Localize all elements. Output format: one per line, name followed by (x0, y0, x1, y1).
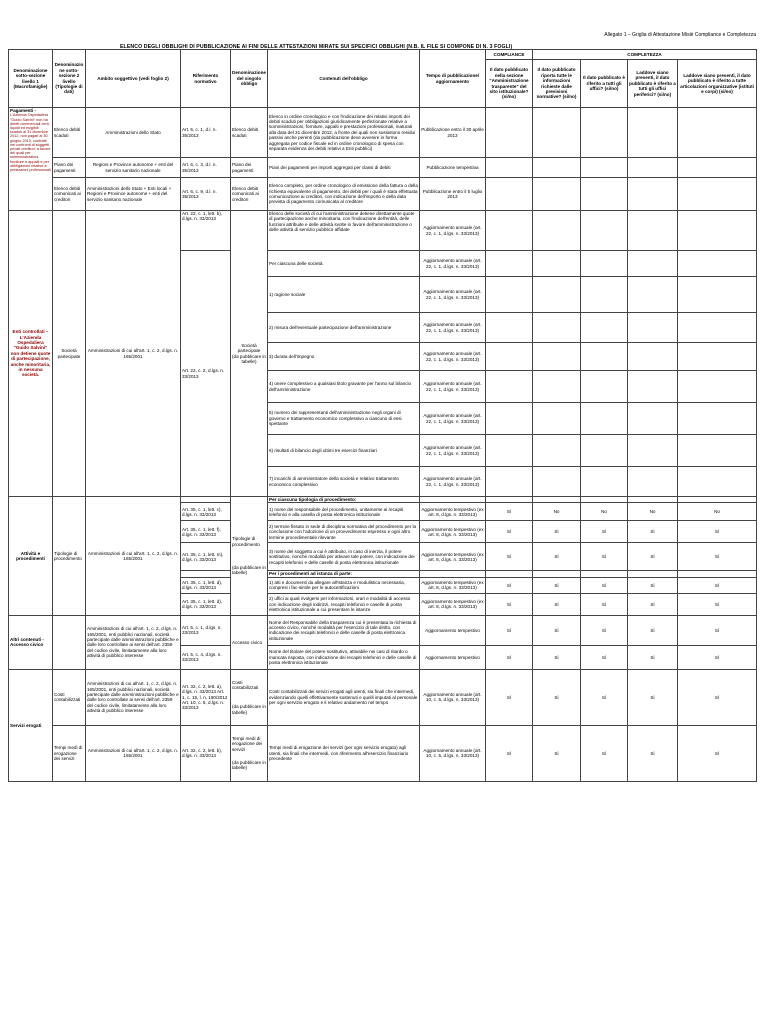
check-cell: Sì (533, 543, 581, 571)
table-cell: Per ciascuna delle società: (268, 251, 420, 277)
enti-sez2: Società partecipate (53, 211, 86, 497)
table-cell: Aggiornamento tempestivo (ex art. 8, d.lgs. n. 33/2013) (420, 577, 486, 593)
check-cell: Sì (678, 669, 757, 725)
header-col2: Il dato pubblicato riporta tutte le informazioni richieste dalle previsioni normative? (si/no) (533, 60, 581, 108)
header-col5: Laddove siano presenti, il dato pubblicato è riferito a tutte articolazioni organizzative (istituti e corpi) (si/no) (678, 60, 757, 108)
header-completezza: COMPLETEZZA (533, 50, 757, 60)
table-cell: Art. 32, c. 2, lett. a), d.lgs. n. 33/2013 Art. 1, c. 15, l. n. 190/2012 Art. 10, c. 5, d.lgs. n. 33/2013 (181, 669, 231, 725)
pagamenti-section (9, 108, 53, 211)
table-cell: Aggiornamento tempestivo (ex art. 8, d.lgs. n. 33/2013) (420, 543, 486, 571)
header-tempo: Tempo di pubblicazione/ aggiornamento (420, 50, 486, 108)
table-cell: Nome del titolare del potere sostitutivo, attivabile nei casi di ritardo o mancata risposta, con indicazione dei recapiti telefonici e delle caselle di posta elettronica istituzionale (268, 645, 420, 669)
check-cell: Sì (486, 593, 533, 615)
document-title: ELENCO DEGLI OBBLIGHI DI PUBBLICAZIONE AI FINI DELLE ATTESTAZIONI MIRATE SUI SPECIFICI OBBLIGHI (N.B. IL FILE SI COMPONE DI N. 3 FOGLI) (120, 44, 513, 50)
table-cell: 2) termine fissato in sede di disciplina normativa del procedimento per la conclusione con l'adozione di un provvedimento espresso e ogni altro termine procedimentale rilevante (268, 521, 420, 543)
table-cell: Nome del Responsabile della trasparenza cui è presentata la richiesta di accesso civico, nonché modalità per l'esercizio di tale diritto, con indicazione dei recapiti telefonici e delle caselle di posta elettronica istituzionale (268, 615, 420, 645)
check-cell: Sì (678, 577, 757, 593)
table-cell: Tempi medi di erogazione dei servizi (per ogni servizio erogato) agli utenti, sia finali che intermedi, con riferimento all'esercizio finanziario precedente (268, 725, 420, 781)
check-cell: Sì (678, 521, 757, 543)
header-sezione2: Denominazione sotto-sezione 2 livello (Tipologie di dati) (53, 50, 86, 108)
check-cell: No (678, 503, 757, 521)
check-cell: Sì (486, 577, 533, 593)
table-cell: 5) numero dei rappresentanti dell'amministrazione negli organi di governo e trattamento economico complessivo a ciascuno di essi spettante (268, 403, 420, 435)
table-cell: Pubblicazione tempestiva (420, 158, 486, 178)
check-cell: Sì (533, 615, 581, 645)
check-cell: Sì (678, 645, 757, 669)
check-cell: Sì (628, 521, 678, 543)
check-cell: Sì (628, 615, 678, 645)
table-cell: Aggiornamento annuale (art. 22, c. 1, d.lgs. n. 33/2013) (420, 251, 486, 277)
attivita-den-note: (da pubblicare in tabelle) (232, 564, 266, 576)
table-cell: 2) misura dell'eventuale partecipazione dell'amministrazione (268, 313, 420, 343)
table-cell: Aggiornamento annuale (art. 22, c. 1, d.lgs. n. 33/2013) (420, 277, 486, 313)
check-cell: Sì (486, 503, 533, 521)
table-cell: Costi contabilizzati (53, 669, 86, 725)
table-cell: Elenco delle società di cui l'amministrazione detiene direttamente quote di partecipazione anche minoritaria, con l'indicazione dell'entità, delle funzioni attribuite e delle attività svolte in favore dell'amministrazione o delle attività di servizio pubblico affidate (268, 211, 420, 251)
table-cell: 1) atti e documenti da allegare all'istanza e modulistica necessaria, compresi i fac-simile per le autocertificazioni (268, 577, 420, 593)
table-cell: Aggiornamento annuale (art. 22, c. 1, d.lgs. n. 33/2013) (420, 467, 486, 497)
table-cell (231, 725, 268, 781)
table-cell: Aggiornamento tempestivo (420, 645, 486, 669)
check-cell: Sì (628, 543, 678, 571)
check-cell: Sì (581, 593, 628, 615)
enti-den-note: (da pubblicare in tabelle) (232, 353, 266, 364)
table-cell: Pubblicazione entro il 30 aprile 2013 (420, 108, 486, 158)
table-cell: Elenco debiti comunicati ai creditori (53, 178, 86, 211)
header-ambito: Ambito soggettivo (vedi foglio 2) (86, 50, 181, 108)
table-cell: Art. 5, c. 4, d.lgs. n. 33/2013 (181, 645, 231, 669)
servizi-section: Servizi erogati (9, 669, 53, 781)
table-cell: Aggiornamento annuale (art. 22, c. 1, d.lgs. n. 33/2013) (420, 313, 486, 343)
table-cell: 2) uffici ai quali rivolgersi per informazioni, orari e modalità di accesso con indicazione degli indirizzi, recapiti telefonici e caselle di posta elettronica istituzionale a cui presentare le istanze (268, 593, 420, 615)
table-cell: Elenco debiti scaduti (231, 108, 268, 158)
check-cell: Sì (678, 543, 757, 571)
table-cell: Aggiornamento annuale (art. 22, c. 1, d.lgs. n. 33/2013) (420, 403, 486, 435)
table-cell: Aggiornamento annuale (art. 22, c. 1, d.lgs. n. 33/2013) (420, 343, 486, 371)
table-cell: Art. 22, c. 1, lett. b), d.lgs. n. 33/2013 (181, 211, 231, 251)
table-cell: Art. 35, c. 1, lett. d), d.lgs. n. 33/2013 (181, 577, 231, 593)
table-cell: Aggiornamento tempestivo (ex art. 8, d.lgs. n. 33/2013) (420, 593, 486, 615)
check-cell: Sì (486, 615, 533, 645)
check-cell: Sì (486, 669, 533, 725)
check-cell: No (581, 503, 628, 521)
table-cell: Art. 35, c. 1, lett. d), d.lgs. n. 33/2013 (181, 593, 231, 615)
header-col4: Laddove siano presenti, il dato pubblicato è riferito a tutti gli uffici periferici? (si/no) (628, 60, 678, 108)
table-cell: Pubblicazione entro il 5 luglio 2013 (420, 178, 486, 211)
document-caption: Allegato 1 – Griglia di Attestazione Misiè Compliance e Completezza (604, 32, 756, 38)
table-cell: Aggiornamento tempestivo (ex art. 8, d.lgs. n. 33/2013) (420, 521, 486, 543)
table-cell: Art. 32, c. 2, lett. b), d.lgs. n. 33/2013 (181, 725, 231, 781)
section-heading: Per ciascuna tipologia di procedimento: (268, 497, 420, 503)
table-cell: Aggiornamento annuale (art. 22, c. 1, d.lgs. n. 33/2013) (420, 371, 486, 403)
table-cell: Aggiornamento tempestivo (ex art. 8, d.lgs. n. 33/2013) (420, 503, 486, 521)
check-cell: Sì (486, 645, 533, 669)
table-cell: Amministrazioni dello Stato + Enti locali + Regioni e Province autonome + enti del servizio sanitario nazionale (86, 178, 181, 211)
table-cell: Aggiornamento annuale (art. 10, c. 5, d.lgs. n. 33/2013) (420, 669, 486, 725)
table-cell: Regioni e Province autonome + enti del servizio sanitario nazionale (86, 158, 181, 178)
table-cell: Art. 5, c. 1, d.lgs. n. 33/2013 (181, 615, 231, 645)
check-cell: Sì (581, 521, 628, 543)
header-contenuti: Contenuti dell'obbligo (268, 50, 420, 108)
pagamenti-label: Pagamenti - (10, 108, 37, 113)
table-cell: Aggiornamento annuale (art. 22, c. 1, d.lgs. n. 33/2013) (420, 211, 486, 251)
table-cell: Art. 22, c. 2, d.lgs. n. 33/2013 (181, 251, 231, 497)
table-cell: Aggiornamento annuale (art. 22, c. 1, d.lgs. n. 33/2013) (420, 435, 486, 467)
check-cell: Sì (486, 521, 533, 543)
table-cell: Art. 6, c. 3, d.l. n. 35/2013 (181, 158, 231, 178)
table-cell: Elenco debiti scaduti (53, 108, 86, 158)
check-cell: Sì (533, 725, 581, 781)
table-cell (231, 669, 268, 725)
check-cell: Sì (678, 615, 757, 645)
enti-section: Enti controllati – L'Azienda Ospedaliera "Guido Salvini" non detiene quote di partecipazione, anche minoritaria, in nessuna società. (9, 211, 53, 497)
section-heading: Per i procedimenti ad istanza di parte: (268, 571, 420, 577)
table-cell: Art. 6, c. 9, d.l. n. 35/2013 (181, 178, 231, 211)
check-cell: Sì (581, 725, 628, 781)
altri-den: Accesso civico (231, 615, 268, 669)
check-cell: Sì (581, 543, 628, 571)
enti-ambito: Amministrazioni di cui all'art. 1, c. 2, d.lgs. n. 165/2001 (86, 211, 181, 497)
check-cell: Sì (581, 577, 628, 593)
check-cell: No (628, 503, 678, 521)
table-cell: Art. 5, c. 1, d.l. n. 35/2013 (181, 108, 231, 158)
table-cell: 3) nome del soggetto a cui è attribuito, in caso di inerzia, il potere sostitutivo, nonché modalità per attivare tale potere, con indicazione dei recapiti telefonici e delle caselle di posta elettronica istituzionale (268, 543, 420, 571)
table-cell: Amministrazioni dello Stato (86, 108, 181, 158)
check-cell: Sì (628, 669, 678, 725)
table-cell: Amministrazioni di cui all'art. 1, c. 2, d.lgs. n. 165/2001, enti pubblici nazionali, società partecipate dalle amministrazioni pubbliche e dalle loro controllate ai sensi dell'art. 2359 del codice civile, limitatamente alla loro attività di pubblico interesse (86, 669, 181, 725)
table-cell: Piano dei pagamenti (231, 158, 268, 178)
header-col3: Il dato pubblicato è riferito a tutti gli uffici? (si/no) (581, 60, 628, 108)
table-cell: 6) risultati di bilancio degli ultimi tre esercizi finanziari (268, 435, 420, 467)
check-cell: Sì (581, 645, 628, 669)
table-cell: Aggiornamento tempestivo (420, 615, 486, 645)
header-denominazione: Denominazione del singolo obbligo (231, 50, 268, 108)
table-cell: Aggiornamento annuale (art. 10, c. 5, d.lgs. n. 33/2013) (420, 725, 486, 781)
altri-section: Altri contenuti - Accesso civico (9, 615, 53, 669)
table-cell: Amministrazioni di cui all'art. 1, c. 2, d.lgs. n. 165/2001 (86, 725, 181, 781)
header-riferimento: Riferimento normativo (181, 50, 231, 108)
table-cell: Art. 35, c. 1, lett. m), d.lgs. n. 33/2013 (181, 543, 231, 571)
enti-den (231, 211, 268, 497)
header-sezione1: Denominazione sotto-sezione livello 1 (Macrofamiglie) (9, 50, 53, 108)
servizi-den-note: (da pubblicare in tabelle) (232, 760, 266, 771)
check-cell: Sì (581, 669, 628, 725)
enti-den-label: Società partecipate (237, 342, 261, 354)
obligations-table (8, 49, 757, 782)
check-cell: Sì (533, 577, 581, 593)
check-cell: Sì (533, 669, 581, 725)
table-cell: Art. 35, c. 1, lett. c), d.lgs. n. 33/2013 (181, 503, 231, 521)
check-cell: Sì (628, 725, 678, 781)
check-cell: Sì (533, 593, 581, 615)
check-cell: Sì (678, 725, 757, 781)
table-cell: 4) onere complessivo a qualsiasi titolo gravante per l'anno sul bilancio dell'amministrazione (268, 371, 420, 403)
check-cell: Sì (533, 521, 581, 543)
attivita-sez2: Tipologie di procedimento (53, 497, 86, 616)
table-cell: 7) incarichi di amministratore della società e relativo trattamento economico complessivo (268, 467, 420, 497)
check-cell: Sì (533, 645, 581, 669)
check-cell: Sì (486, 543, 533, 571)
table-cell: Piani dei pagamenti per importi aggregati per classi di debiti (268, 158, 420, 178)
table-cell: Elenco in ordine cronologico e con l'indicazione dei relativi importi dei debiti scaduti per obbligazioni giuridicamente perfezionate relative a somministrazioni, forniture, appalti e prestazioni professionali, maturati alla data del 31 dicembre 2012, a fronte dei quali non sussistono residui passivi anche perenti (da pubblicazione deve avvenire in forma aggregata per codice fiscale ed in ordine cronologico di spesa con separata evidenza dei debiti relativi a Enti pubblici) (268, 108, 420, 158)
servizi-den-label: Costi contabilizzati (232, 679, 259, 690)
pagamenti-note: L'Azienda Ospedaliera "Guido Salvini" non ha debiti commerciali certi, liquidi ed esigibili scaduti al 31 dicembre 2012, non pagati al 30 giugno 2013, contratti nei confronti di soggetti privati creditori, a favore dei quali per somministrazioni, forniture e appalti e per obbligazioni relative a prestazioni professionali (10, 113, 51, 173)
attivita-den-label: Tipologie di procedimento (232, 536, 260, 547)
table-cell: Elenco completo, per ordine cronologico di emissione della fattura o della richiesta equivalente di pagamento, dei debiti per i quali è stata effettuata comunicazione ai creditori, con indicazione dell'importo e della data prevista di pagamento comunicata al creditore (268, 178, 420, 211)
table-cell: 3) durata dell'impegno (268, 343, 420, 371)
check-cell: No (533, 503, 581, 521)
table-cell: Costi contabilizzati dei servizi erogati agli utenti, sia finali che intermedi, evidenziando quelli effettivamente sostenuti e quelli imputati al personale per ogni servizio erogato e il relativo andamento nel tempo (268, 669, 420, 725)
check-cell: Sì (628, 593, 678, 615)
table-cell: Art. 35, c. 1, lett. f), d.lgs. n. 33/2013 (181, 521, 231, 543)
servizi-den-label: Tempi medi di erogazione dei servizi (232, 735, 263, 752)
attivita-section: Attività e procedimenti (9, 497, 53, 616)
check-cell: Sì (628, 577, 678, 593)
table-cell: Piano dei pagamenti (53, 158, 86, 178)
check-cell: Sì (628, 645, 678, 669)
table-cell: 1) ragione sociale (268, 277, 420, 313)
altri-ambito: Amministrazioni di cui all'art. 1, c. 2, d.lgs. n. 165/2001, enti pubblici nazionali, società partecipate dalle amministrazioni pubbliche e dalle loro controllate ai sensi dell'art. 2359 del codice civile, limitatamente alla loro attività di pubblico interesse (86, 615, 181, 669)
servizi-den-note: (da pubblicare in tabelle) (232, 704, 266, 715)
header-col1: Il dato pubblicato nella sezione "Amministrazione trasparente" del sito istituzionale? (si/no) (486, 60, 533, 108)
table-cell: 1) nome del responsabile del procedimento, unitamente ai recapiti telefonici e alla casella di posta elettronica istituzionale (268, 503, 420, 521)
check-cell: Sì (486, 725, 533, 781)
check-cell: Sì (678, 593, 757, 615)
table-cell: Elenco debiti comunicati ai creditori (231, 178, 268, 211)
attivita-ambito: Amministrazioni di cui all'art. 1, c. 2, d.lgs. n. 165/2001 (86, 497, 181, 616)
header-compliance: COMPLIANCE (486, 50, 533, 60)
check-cell: Sì (581, 615, 628, 645)
table-cell: Tempi medi di erogazione dei servizi (53, 725, 86, 781)
attivita-den (231, 497, 268, 616)
